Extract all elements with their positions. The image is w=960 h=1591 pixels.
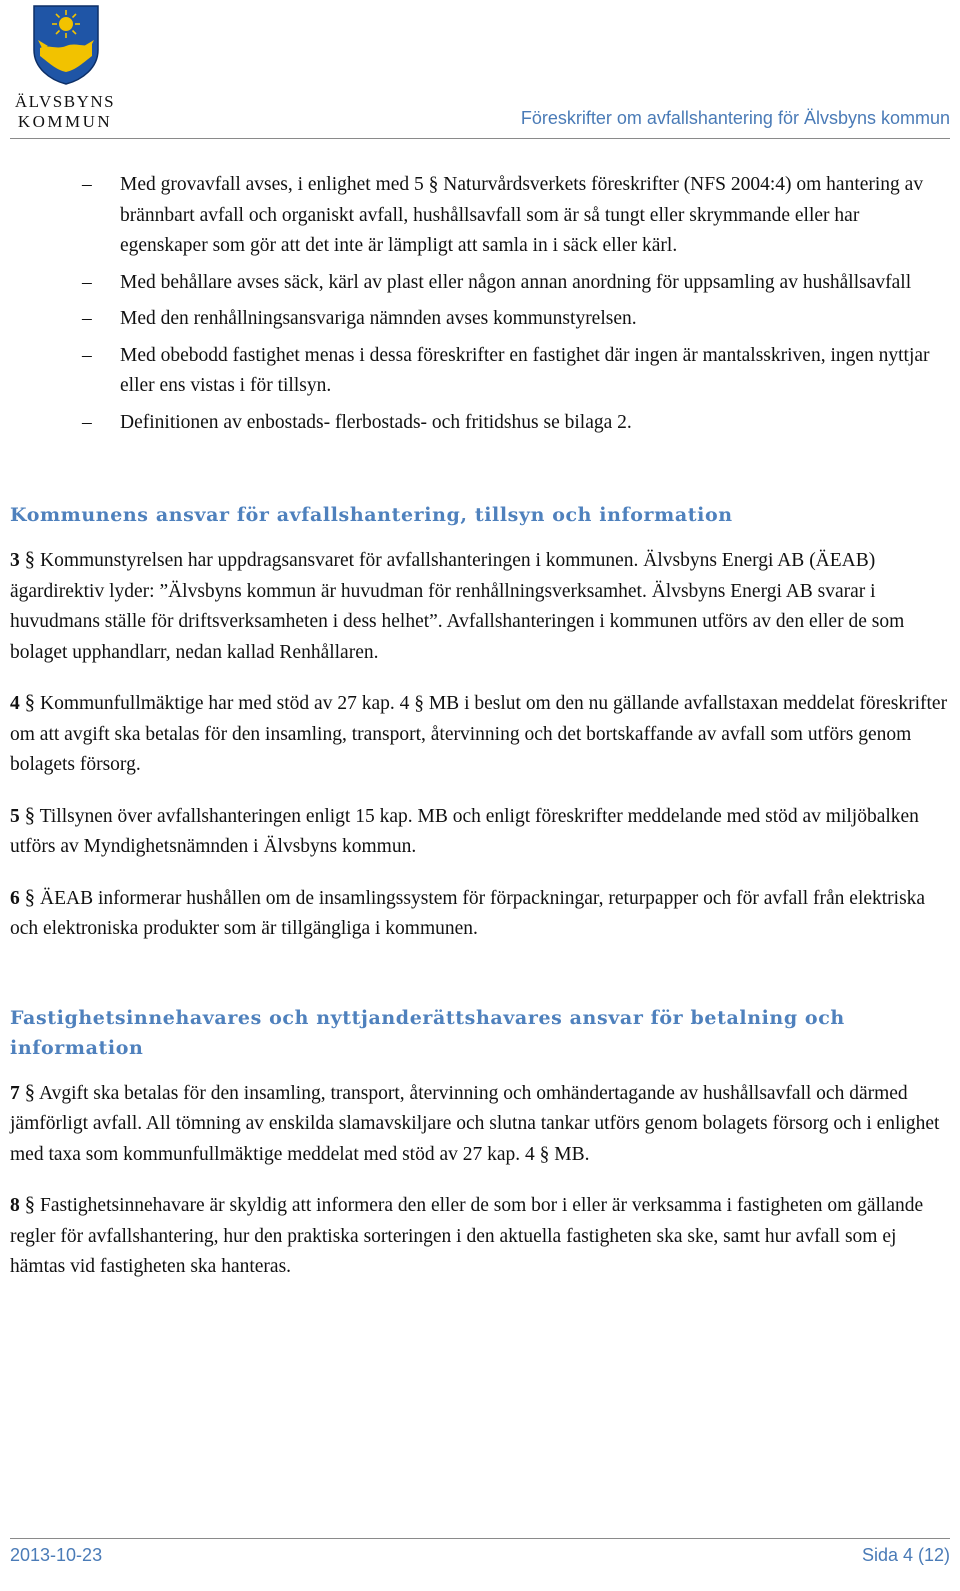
paragraph-number: 3 (10, 550, 20, 571)
document-body (10, 170, 950, 1302)
paragraph-5 (10, 800, 950, 863)
paragraph-3 (10, 544, 950, 668)
definition-item: – Med den renhållningsansvariga nämnden avses kommunstyrelsen. (120, 304, 950, 335)
page-footer (10, 1538, 950, 1565)
municipality-logo (10, 4, 120, 132)
paragraph-number: 8 (10, 1195, 20, 1216)
paragraph-6 (10, 882, 950, 945)
document-title: Föreskrifter om avfallshantering för Älvsbyns kommun (520, 108, 950, 128)
section-sign: § (24, 884, 36, 909)
paragraph-text: Kommunstyrelsen har uppdragsansvaret för avfallshanteringen i kommunen. Älvsbyns Energi AB (ÄEAB) ägardirektiv lyder: ”Älvsbyns kommun är huvudman för renhållningsverksamhet. Älvsbyns Energi AB svarar i huvudmans ställe för driftsverksamheten i dess helhet”. Avfallshanteringen i kommunen utförs av den eller de som bolaget upphandlarr, nedan kallad Renhållaren. (10, 550, 905, 663)
footer-date: 2013-10-23 (10, 1545, 103, 1565)
section-heading: Kommunens ansvar för avfallshantering, tillsyn och information (10, 504, 733, 526)
paragraph-text: ÄEAB informerar hushållen om de insamlingssystem för förpackningar, returpapper och för avfall från elektriska och elektroniska produkter som är tillgängliga i kommunen. (10, 887, 926, 939)
section-sign: § (24, 802, 36, 827)
logo-text-line1: ÄLVSBYNS (14, 92, 116, 111)
paragraph-text: Kommunfullmäktige har med stöd av 27 kap. 4 § MB i beslut om den nu gällande avfallstaxan meddelat föreskrifter om att avgift ska betalas för den insamling, transport, återvinning och det bortskaffande av avfall som utförs genom bolagets försorg. (10, 693, 948, 775)
section-sign: § (24, 1079, 36, 1104)
definition-item: – Med behållare avses säck, kärl av plast eller någon annan anordning för uppsamling av hushållsavfall (120, 268, 950, 299)
section-sign: § (24, 547, 36, 571)
section-sign: § (24, 1192, 36, 1216)
paragraph-number: 6 (10, 887, 20, 909)
paragraph-8 (10, 1189, 950, 1283)
definition-item: – Med grovavfall avses, i enlighet med 5 § Naturvårdsverkets föreskrifter (NFS 2004:4) om hantering av brännbart avfall och organiskt avfall, hushållsavfall som är så tungt eller skrymmande eller har egenskaper som gör att det inte är lämpligt att samla in i säck eller kärl. (120, 170, 950, 262)
definition-item: – Med obebodd fastighet menas i dessa föreskrifter en fastighet där ingen är mantalsskriven, ingen nyttjar eller ens vistas i för tillsyn. (120, 341, 950, 402)
paragraph-4 (10, 687, 950, 781)
coat-of-arms-icon (32, 4, 100, 86)
page-number: Sida 4 (12) (861, 1545, 950, 1565)
paragraph-text: Tillsynen över avfallshanteringen enligt 15 kap. MB och enligt föreskrifter meddelande med stöd av miljöbalken utförs av Myndighetsnämnden i Älvsbyns kommun. (10, 805, 919, 857)
paragraph-text: Fastighetsinnehavare är skyldig att informera den eller de som bor i eller är verksamma i fastigheten om gällande regler för avfallshantering, hur den praktiska sorteringen i den aktuella fastigheten ska ske, samt hur avfall som ej hämtas vid fastigheten ska hanteras. (10, 1195, 924, 1277)
paragraph-number: 7 (10, 1082, 20, 1104)
section-heading: Fastighetsinnehavares och nyttjanderättshavares ansvar för betalning och information (10, 1006, 845, 1059)
definitions-list (10, 170, 950, 438)
definition-item: – Definitionen av enbostads- flerbostads- och fritidshus se bilaga 2. (120, 408, 950, 439)
paragraph-number: 4 (10, 693, 20, 714)
paragraph-text: Avgift ska betalas för den insamling, transport, återvinning och omhändertagande av hushållsavfall och därmed jämförligt avfall. All tömning av enskilda slamavskiljare och slutna tankar utförs genom bolagets försorg och i enlighet med taxa som kommunfullmäktige meddelat med stöd av 27 kap. 4 § MB. (10, 1082, 940, 1165)
logo-text-line2: KOMMUN (17, 112, 113, 131)
paragraph-number: 5 (10, 805, 20, 827)
header-divider (10, 138, 950, 139)
paragraph-7 (10, 1077, 950, 1171)
page-header (0, 0, 960, 142)
section-sign: § (24, 690, 36, 714)
